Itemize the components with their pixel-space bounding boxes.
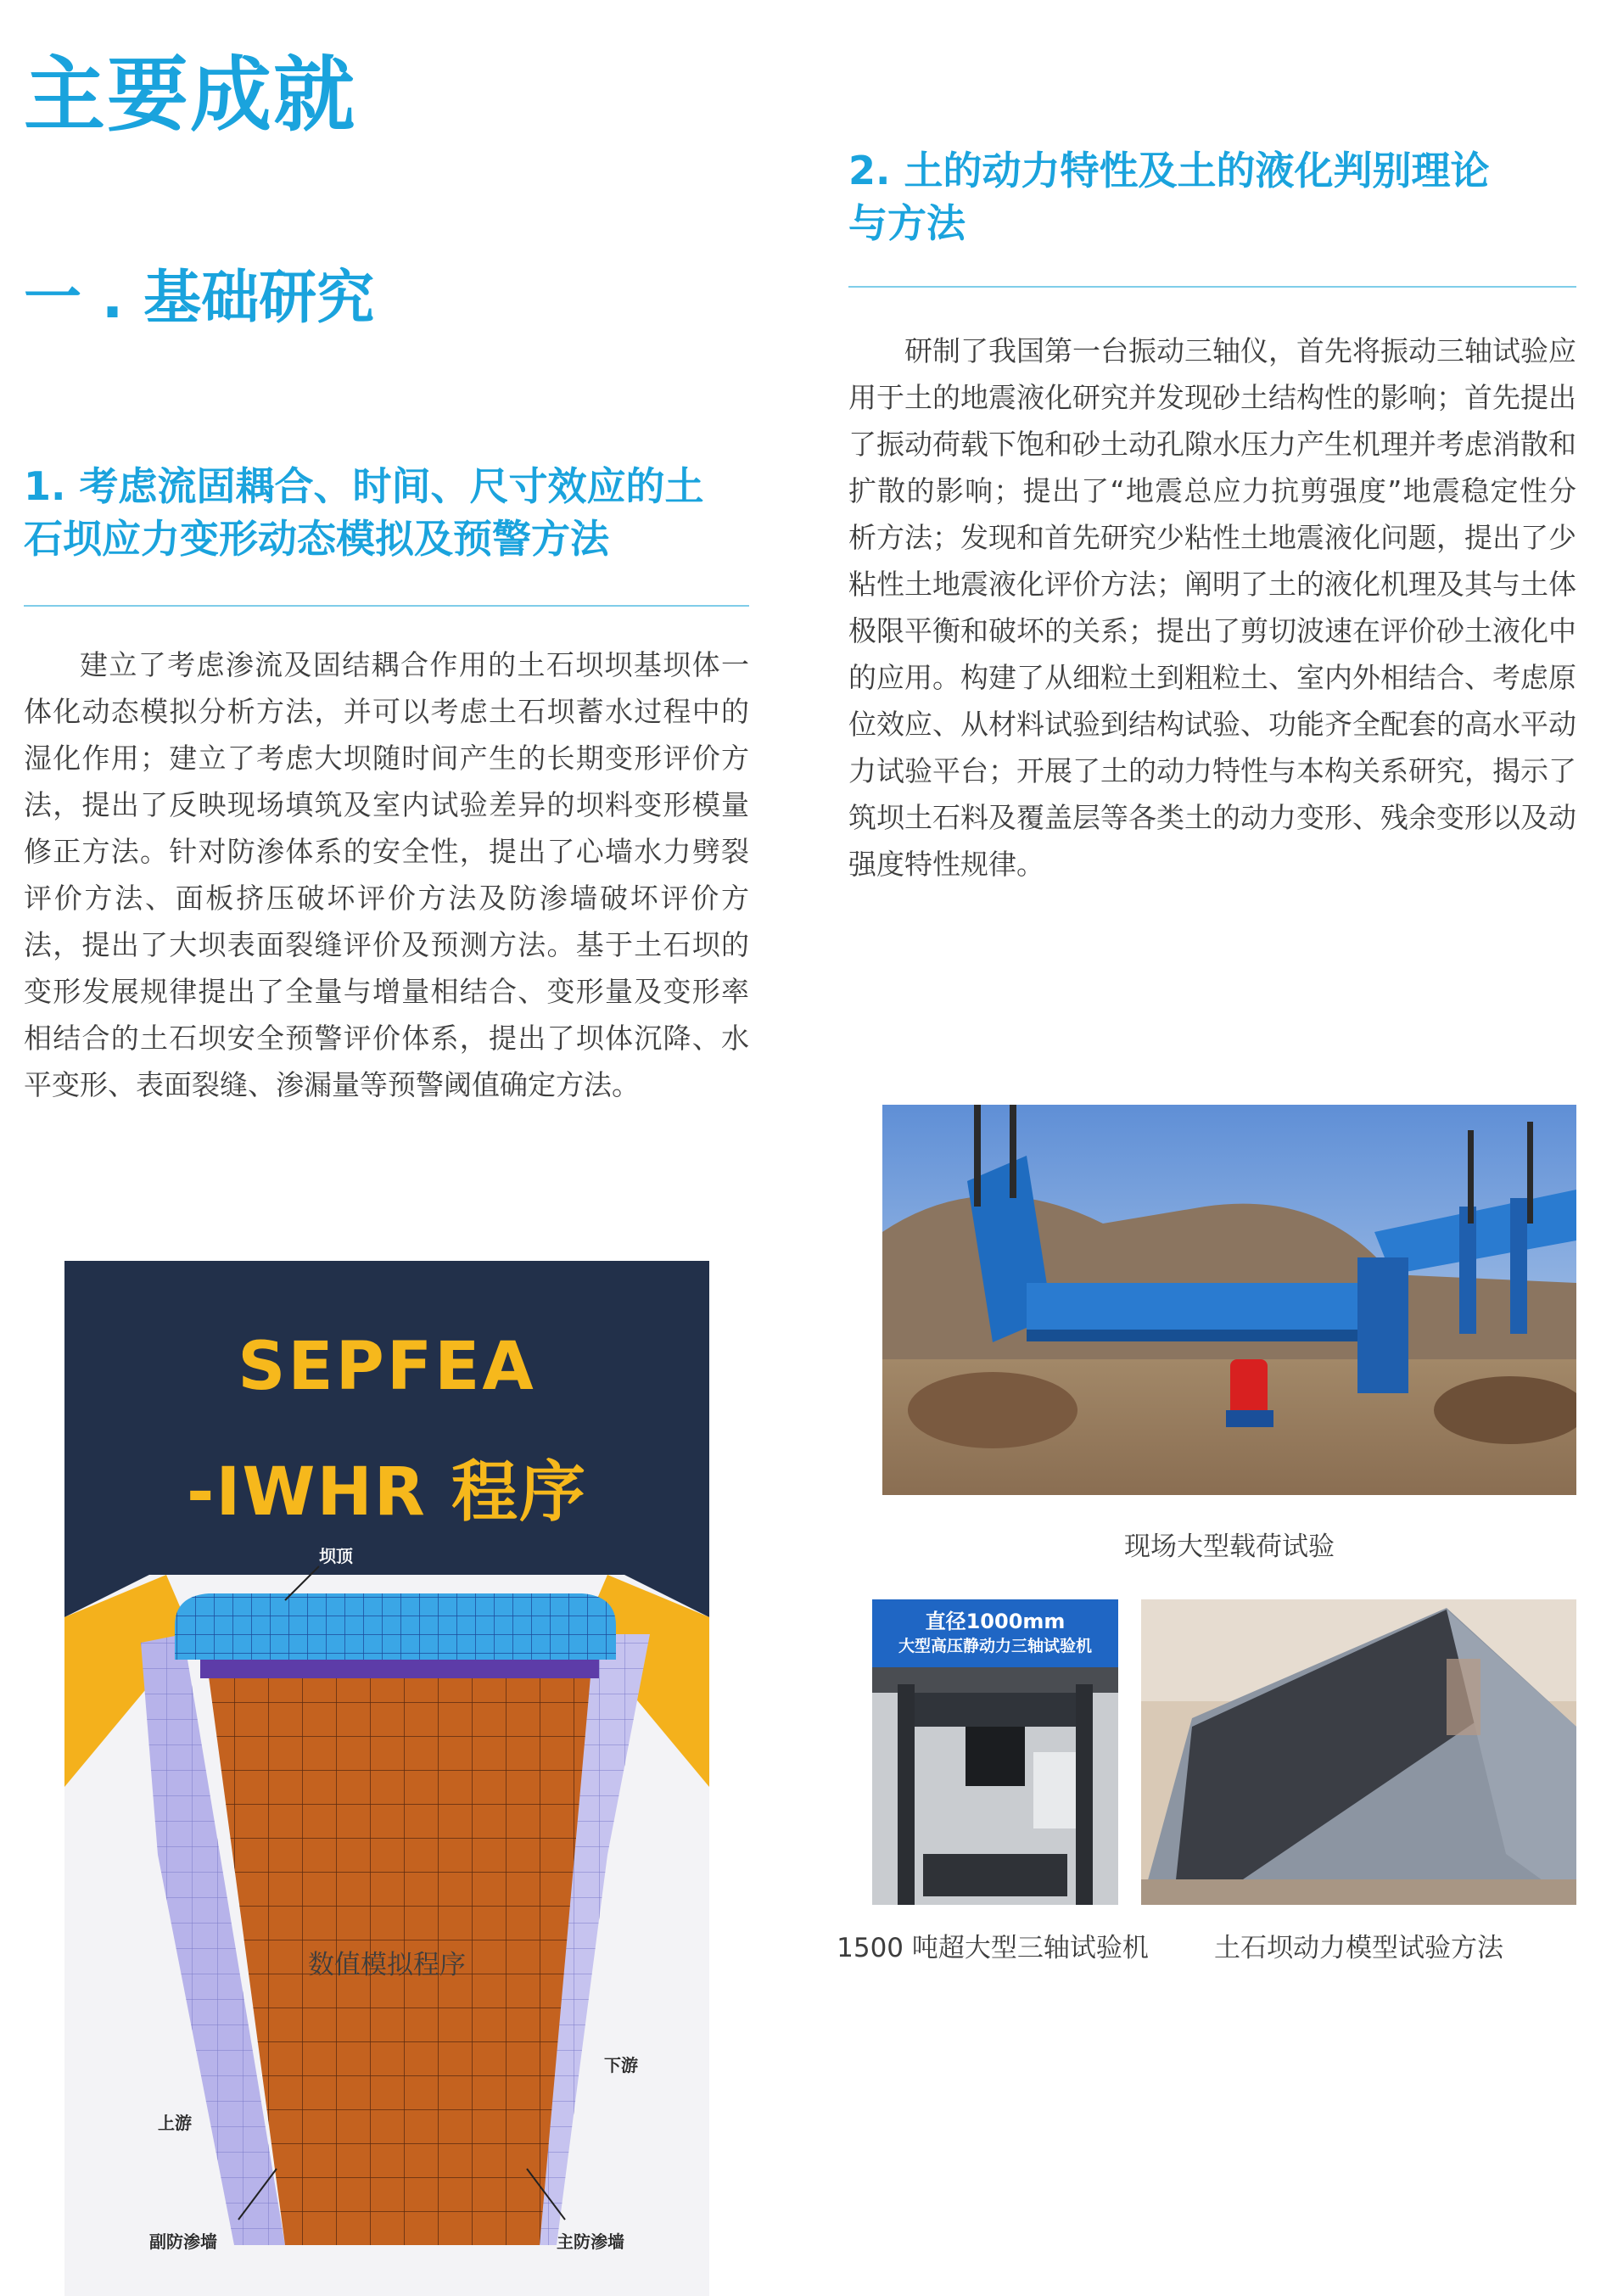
dam-mesh-illustration <box>64 1261 709 2296</box>
right-subtitle-line1: 2. 土的动力特性及土的液化判别理论 <box>848 148 1490 193</box>
right-divider <box>848 286 1576 288</box>
dam-model-test-photo <box>1141 1599 1576 1905</box>
triaxial-sign-line1: 直径1000mm <box>925 1610 1066 1633</box>
left-subtitle-line2: 石坝应力变形动态模拟及预警方法 <box>24 516 609 562</box>
right-subtitle <box>848 144 1595 249</box>
triaxial-machine-photo <box>872 1599 1118 1905</box>
page-title: 主要成就 <box>24 48 356 143</box>
sepfea-title-line2: -IWHR 程序 <box>187 1454 587 1531</box>
label-crest: 坝顶 <box>319 1546 353 1566</box>
field-test-caption: 现场大型载荷试验 <box>1124 1532 1335 1562</box>
right-body-paragraph: 研制了我国第一台振动三轴仪，首先将振动三轴试验应用于土的地震液化研究并发现砂土结构性的影响；首先提出了振动荷载下饱和砂土动孔隙水压力产生机理并考虑消散和扩散的影响；提出了“地震总应力抗剪强度”地震稳定性分析方法；发现和首先研究少粘性土地震液化问题，提出了少粘性土地震液化评价方法；阐明了土的液化机理及其与土体极限平衡和破坏的关系；提出了剪切波速在评价砂土液化中的应用。构建了从细粒土到粗粒土、室内外相结合、考虑原位效应、从材料试验到结构试验、功能齐全配套的高水平动力试验平台；开展了土的动力特性与本构关系研究，揭示了筑坝土石料及覆盖层等各类土的动力变形、残余变形以及动强度特性规律。 <box>848 334 1576 881</box>
label-downstream: 下游 <box>604 2055 638 2075</box>
left-subtitle-line1: 1. 考虑流固耦合、时间、尺寸效应的土 <box>24 463 704 509</box>
triaxial-caption: 1500 吨超大型三轴试验机 <box>837 1933 1149 1963</box>
sepfea-title-line1: SEPFEA <box>238 1329 536 1405</box>
left-body <box>24 641 749 1108</box>
model-test-caption: 土石坝动力模型试验方法 <box>1214 1933 1503 1963</box>
dam-model-scene <box>1141 1599 1576 1905</box>
field-load-test-photo <box>882 1105 1576 1495</box>
field-test-scene <box>882 1105 1576 1495</box>
label-main-cutoff-wall: 主防渗墙 <box>557 2232 624 2252</box>
sepfea-caption: 数值模拟程序 <box>308 1950 466 1980</box>
label-upstream: 上游 <box>158 2113 192 2133</box>
left-subtitle <box>24 460 770 565</box>
sepfea-figure <box>64 1261 709 2296</box>
triaxial-sign-line2: 大型高压静动力三轴试验机 <box>898 1637 1092 1655</box>
label-secondary-cutoff-wall: 副防渗墙 <box>149 2232 217 2252</box>
section-title: 一 . 基础研究 <box>24 265 375 332</box>
left-divider <box>24 605 749 607</box>
left-body-paragraph: 建立了考虑渗流及固结耦合作用的土石坝坝基坝体一体化动态模拟分析方法，并可以考虑土石坝蓄水过程中的湿化作用；建立了考虑大坝随时间产生的长期变形评价方法，提出了反映现场填筑及室内试验差异的坝料变形模量修正方法。针对防渗体系的安全性，提出了心墙水力劈裂评价方法、面板挤压破坏评价方法及防渗墙破坏评价方法，提出了大坝表面裂缝评价及预测方法。基于土石坝的变形发展规律提出了全量与增量相结合、变形量及变形率相结合的土石坝安全预警评价体系，提出了坝体沉降、水平变形、表面裂缝、渗漏量等预警阈值确定方法。 <box>24 648 749 1101</box>
right-body <box>848 328 1576 888</box>
right-subtitle-line2: 与方法 <box>848 200 966 246</box>
